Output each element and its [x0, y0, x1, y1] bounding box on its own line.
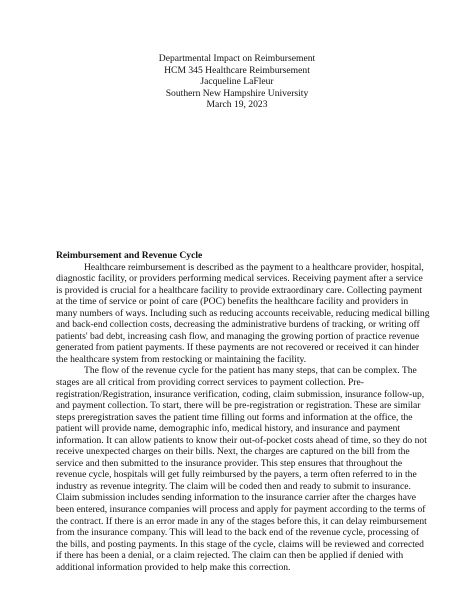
paragraph-line: if there has been a denial, or a claim rejected. The claim can then be applied if denied with [56, 550, 404, 562]
paragraph-line: is provided is crucial for a healthcare facility to provide extraordinary care. Collecting payment [56, 284, 423, 296]
paragraph-line: many numbers of ways. Including such as reducing accounts receivable, reducing medical billing [56, 307, 430, 319]
document-title: Departmental Impact on Reimbursement [158, 53, 316, 64]
paragraph-line: service and then submitted to the insurance provider. This step ensures that throughout the [56, 457, 403, 469]
paragraph-line: patients' bad debt, increasing cash flow, and managing the growing portion of practice revenue [56, 330, 420, 342]
title-block [0, 53, 474, 111]
document-date: March 19, 2023 [206, 99, 268, 111]
paragraph-line: the bills, and posting payments. In this stage of the cycle, claims will be reviewed and corrected [56, 538, 424, 550]
paragraph-line: receive unexpected charges on their bills. Next, the charges are captured on the bill from the [56, 446, 410, 458]
author-name: Jacqueline LaFleur [200, 76, 274, 88]
paragraph-line: registration/Registration, insurance verification, coding, claim submission, insurance follow-up, [56, 388, 425, 400]
paragraph-line: and payment collection. To start, there will be pre-registration or registration. These are similar [56, 400, 421, 412]
paragraph-line: steps preregistration saves the patient time filling out forms and information at the office, the [56, 411, 413, 423]
paragraph-line: The flow of the revenue cycle for the patient has many steps, that can be complex. The [84, 365, 417, 377]
paragraph-2 [56, 365, 427, 573]
paragraph-line: diagnostic facility, or providers performing medical services. Receiving payment after a service [56, 273, 423, 285]
section-heading: Reimbursement and Revenue Cycle [56, 250, 203, 261]
paragraph-line: at the time of service or point of care (POC) benefits the healthcare facility and providers in [56, 296, 409, 308]
paragraph-line: the healthcare system from restocking or maintaining the facility. [56, 353, 307, 365]
paragraph-1 [56, 261, 430, 366]
paragraph-line: been entered, insurance companies will process and apply for payment according to the terms of [56, 504, 426, 516]
paragraph-line: from the insurance company. This will lead to the back end of the revenue cycle, processing of [56, 527, 420, 539]
paragraph-line: additional information provided to help make this correction. [56, 561, 291, 573]
paragraph-line: information. It can allow patients to know their out-of-pocket costs ahead of time, so they do not [56, 434, 427, 446]
paragraph-line: and back-end collection costs, decreasing the administrative burdens of tracking, or writing off [56, 319, 420, 331]
paragraph-line: patient will provide name, demographic info, medical history, and insurance and payment [56, 423, 401, 435]
paragraph-line: Healthcare reimbursement is described as the payment to a healthcare provider, hospital, [84, 261, 424, 273]
institution-name: Southern New Hampshire University [165, 87, 309, 99]
paragraph-line: revenue cycle, hospitals will get fully reimbursed by the payers, a term often referred to in the [56, 469, 417, 481]
document-body [56, 250, 430, 573]
course-name: HCM 345 Healthcare Reimbursement [164, 64, 310, 76]
paragraph-line: the contract. If there is an error made in any of the stages before this, it can delay reimbursement [56, 515, 427, 527]
paragraph-line: generated from patient payments. If these payments are not recovered or received it can hinder [56, 342, 420, 354]
paragraph-line: industry as revenue integrity. The claim will be coded then and ready to submit to insurance. [56, 480, 411, 492]
paragraph-line: Claim submission includes sending information to the insurance carrier after the charges have [56, 492, 417, 504]
paragraph-line: stages are all critical from providing correct services to payment collection. Pre- [56, 377, 364, 389]
